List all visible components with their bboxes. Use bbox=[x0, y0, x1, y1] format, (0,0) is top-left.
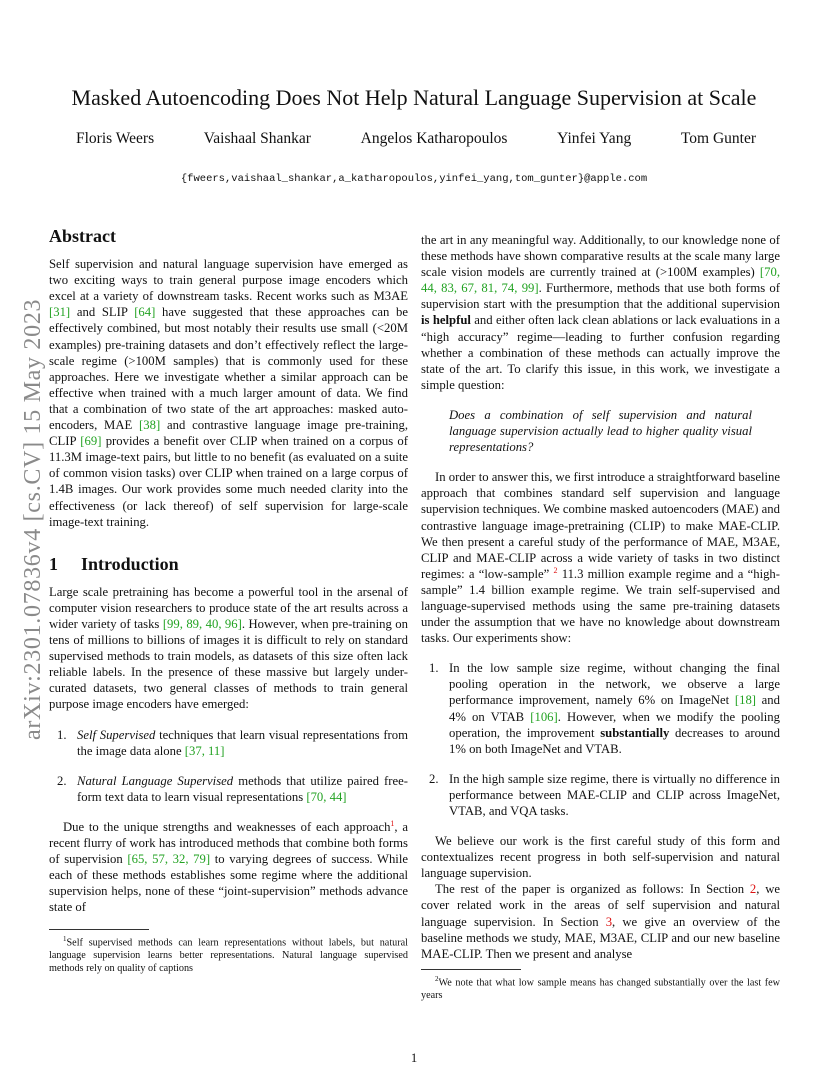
author-name: Tom Gunter bbox=[680, 130, 756, 147]
intro-paragraph: We believe our work is the first careful study of this form and contextualizes recent progress in both self-supervision and natural language supervision. bbox=[421, 834, 780, 881]
citation-link[interactable]: [18] bbox=[734, 693, 757, 708]
citation-link[interactable]: [65, 57, 32, 79] bbox=[127, 852, 211, 867]
citation-link[interactable]: [69] bbox=[80, 434, 102, 449]
citation-link[interactable]: [64] bbox=[134, 305, 156, 320]
section-number: 1 bbox=[49, 553, 58, 574]
author-name: Angelos Katharopoulos bbox=[360, 130, 508, 147]
citation-link[interactable]: [38] bbox=[139, 418, 161, 433]
section-title: Introduction bbox=[81, 553, 179, 574]
intro-paragraph: the art in any meaningful way. Additionally, to our knowledge none of these methods have shown comparative results at the scale many large scale vision models are currently trained at (>100M examples) [70, 44, 83, 67, 81, 74, 99]. Furthermore, methods that use both forms of supervision start with the presumption that the additional supervision is helpful and either often lack clean ablations or lack evaluations in a “high accuracy” regime—leading to further confusion regarding whether a combination of these methods can actually improve the state of the art. To clarify this issue, in this work, we investigate a simple question: bbox=[421, 233, 780, 392]
arxiv-identifier-stamp: arXiv:2301.07836v4 [cs.CV] 15 May 2023 bbox=[20, 298, 46, 740]
list-item: 2. Natural Language Supervised methods that utilize paired free-form text data to learn visual representations [70, 44] bbox=[57, 773, 408, 804]
research-question: Does a combination of self supervision and natural language supervision actually lead to higher quality visual representations? bbox=[449, 407, 752, 455]
author-name: Yinfei Yang bbox=[557, 130, 632, 147]
paper-title: Masked Autoencoding Does Not Help Natural Language Supervision at Scale bbox=[71, 85, 757, 110]
author-emails: {fweers,vaishaal_shankar,a_katharopoulos,yinfei_yang,tom_gunter}@apple.com bbox=[180, 173, 648, 185]
list-item: 1. Self Supervised techniques that learn visual representations from the image data alone [37, 11] bbox=[57, 727, 408, 758]
footnote: $^2$We note that what low sample means has changed substantially over the last few years bbox=[421, 974, 780, 1001]
footnote-marker[interactable]: 2 bbox=[553, 565, 558, 575]
list-item: 2. In the high sample size regime, there is virtually no difference in performance between MAE-CLIP and CLIP across ImageNet, VTAB, and VQA tasks. bbox=[429, 771, 780, 818]
citation-link[interactable]: [31] bbox=[49, 305, 71, 320]
footnote-rule bbox=[49, 929, 149, 930]
citation-link[interactable]: [70, 44, 83, 67, 81, 74, 99] bbox=[421, 265, 780, 296]
page-number: 1 bbox=[410, 1051, 418, 1065]
abstract-paragraph: Self supervision and natural language supervision have emerged as two exciting ways to train general purpose image encoders which excel at a variety of downstream tasks. Recent works such as M3AE [31] and SLIP [64] have suggested that these approaches can be effectively combined, but most notably their results use small (<20M examples) pre-training datasets and don’t effectively reflect the large-scale regime (>100M samples) that is commonly used for these approaches. Here we investigate whether a similar approach can be effective when trained with a much larger amount of data. We find that a combination of two state of the art approaches: masked auto-encoders, MAE [38] and contrastive language image pre-training, CLIP [69] provides a benefit over CLIP when trained on a corpus of 11.3M image-text pairs, but little to no benefit (as evaluated on a suite of common vision tasks) over CLIP when trained on a large corpus of 1.4B images. Our work provides some much needed clarity into the effectiveness (or lack thereof) of self supervision for large-scale image-text training. bbox=[49, 257, 409, 529]
footnote: $^1$Self supervised methods can learn representations without labels, but natural language supervision learns better representations. Natural language supervised methods rely on quality of captions bbox=[49, 935, 408, 975]
citation-link[interactable]: [70, 44] bbox=[306, 789, 347, 804]
abstract-heading: Abstract bbox=[49, 226, 116, 246]
right-column bbox=[421, 232, 780, 1002]
author-name: Vaishaal Shankar bbox=[203, 130, 311, 147]
intro-paragraph: Due to the unique strengths and weaknesses of each approach$^1$, a recent flurry of work has introduced methods that combine both forms of supervision [65, 57, 32, 79] to varying degrees of success. While each of these methods establishes some regime where the additional supervision helps, none of these “joint-supervision” methods advance state of bbox=[49, 818, 408, 915]
citation-link[interactable]: [106] bbox=[530, 709, 558, 724]
left-column bbox=[49, 228, 408, 976]
intro-paragraph: The rest of the paper is organized as follows: In Section 2, we cover related work in the areas of self supervision and natural language supervision. In Section 3, we give an overview of the baseline methods we study, MAE, M3AE, CLIP and our new baseline MAE-CLIP. Then we present and analyse bbox=[421, 882, 781, 961]
author-list bbox=[76, 130, 756, 148]
section-reference-link[interactable]: 3 bbox=[605, 914, 613, 929]
intro-paragraph: Large scale pretraining has become a powerful tool in the arsenal of computer vision researchers to produce state of the art results across a wider variety of tasks [99, 89, 40, 96]. However, when pre-training on tens of millions to billions of images it is difficult to rely on standard supervised methods to train models, as datasets of this size often lack reliable labels. In the presence of these massive but largely under-curated datasets, two general classes of methods to train general purpose image encoders have emerged: bbox=[49, 584, 408, 712]
citation-link[interactable]: [99, 89, 40, 96] bbox=[162, 616, 242, 631]
section-heading-introduction bbox=[49, 553, 408, 574]
list-item: 1. In the low sample size regime, without changing the final pooling operation in the network, we observe a large performance improvement, namely 6% on ImageNet [18] and 4% on VTAB [106]. However, when we modify the pooling operation, the improvement substantially decreases to around 1% on both ImageNet and VTAB. bbox=[429, 661, 780, 756]
intro-paragraph: In order to answer this, we first introduce a straightforward baseline approach that combines standard self supervision and language supervision techniques. We combine masked autoencoders (MAE) and contrastive language image-pretraining (CLIP) to make MAE-CLIP. We then present a careful study of the performance of MAE, M3AE, CLIP and MAE-CLIP across a wide variety of tasks in two distinct regimes: a “low-sample” $^2$ 11.3 million example regime and a “high-sample” 1.4 billion example regime. We train self-supervised and language-supervised methods using the same pre-training datasets under the assumption that we have no knowledge about downstream tasks. Our experiments show: bbox=[421, 470, 781, 646]
footnote-marker[interactable]: 1 bbox=[390, 818, 395, 828]
section-reference-link[interactable]: 2 bbox=[749, 882, 757, 897]
footnote-rule bbox=[421, 969, 521, 970]
citation-link[interactable]: [37, 11] bbox=[184, 743, 225, 758]
author-name: Floris Weers bbox=[76, 130, 155, 147]
